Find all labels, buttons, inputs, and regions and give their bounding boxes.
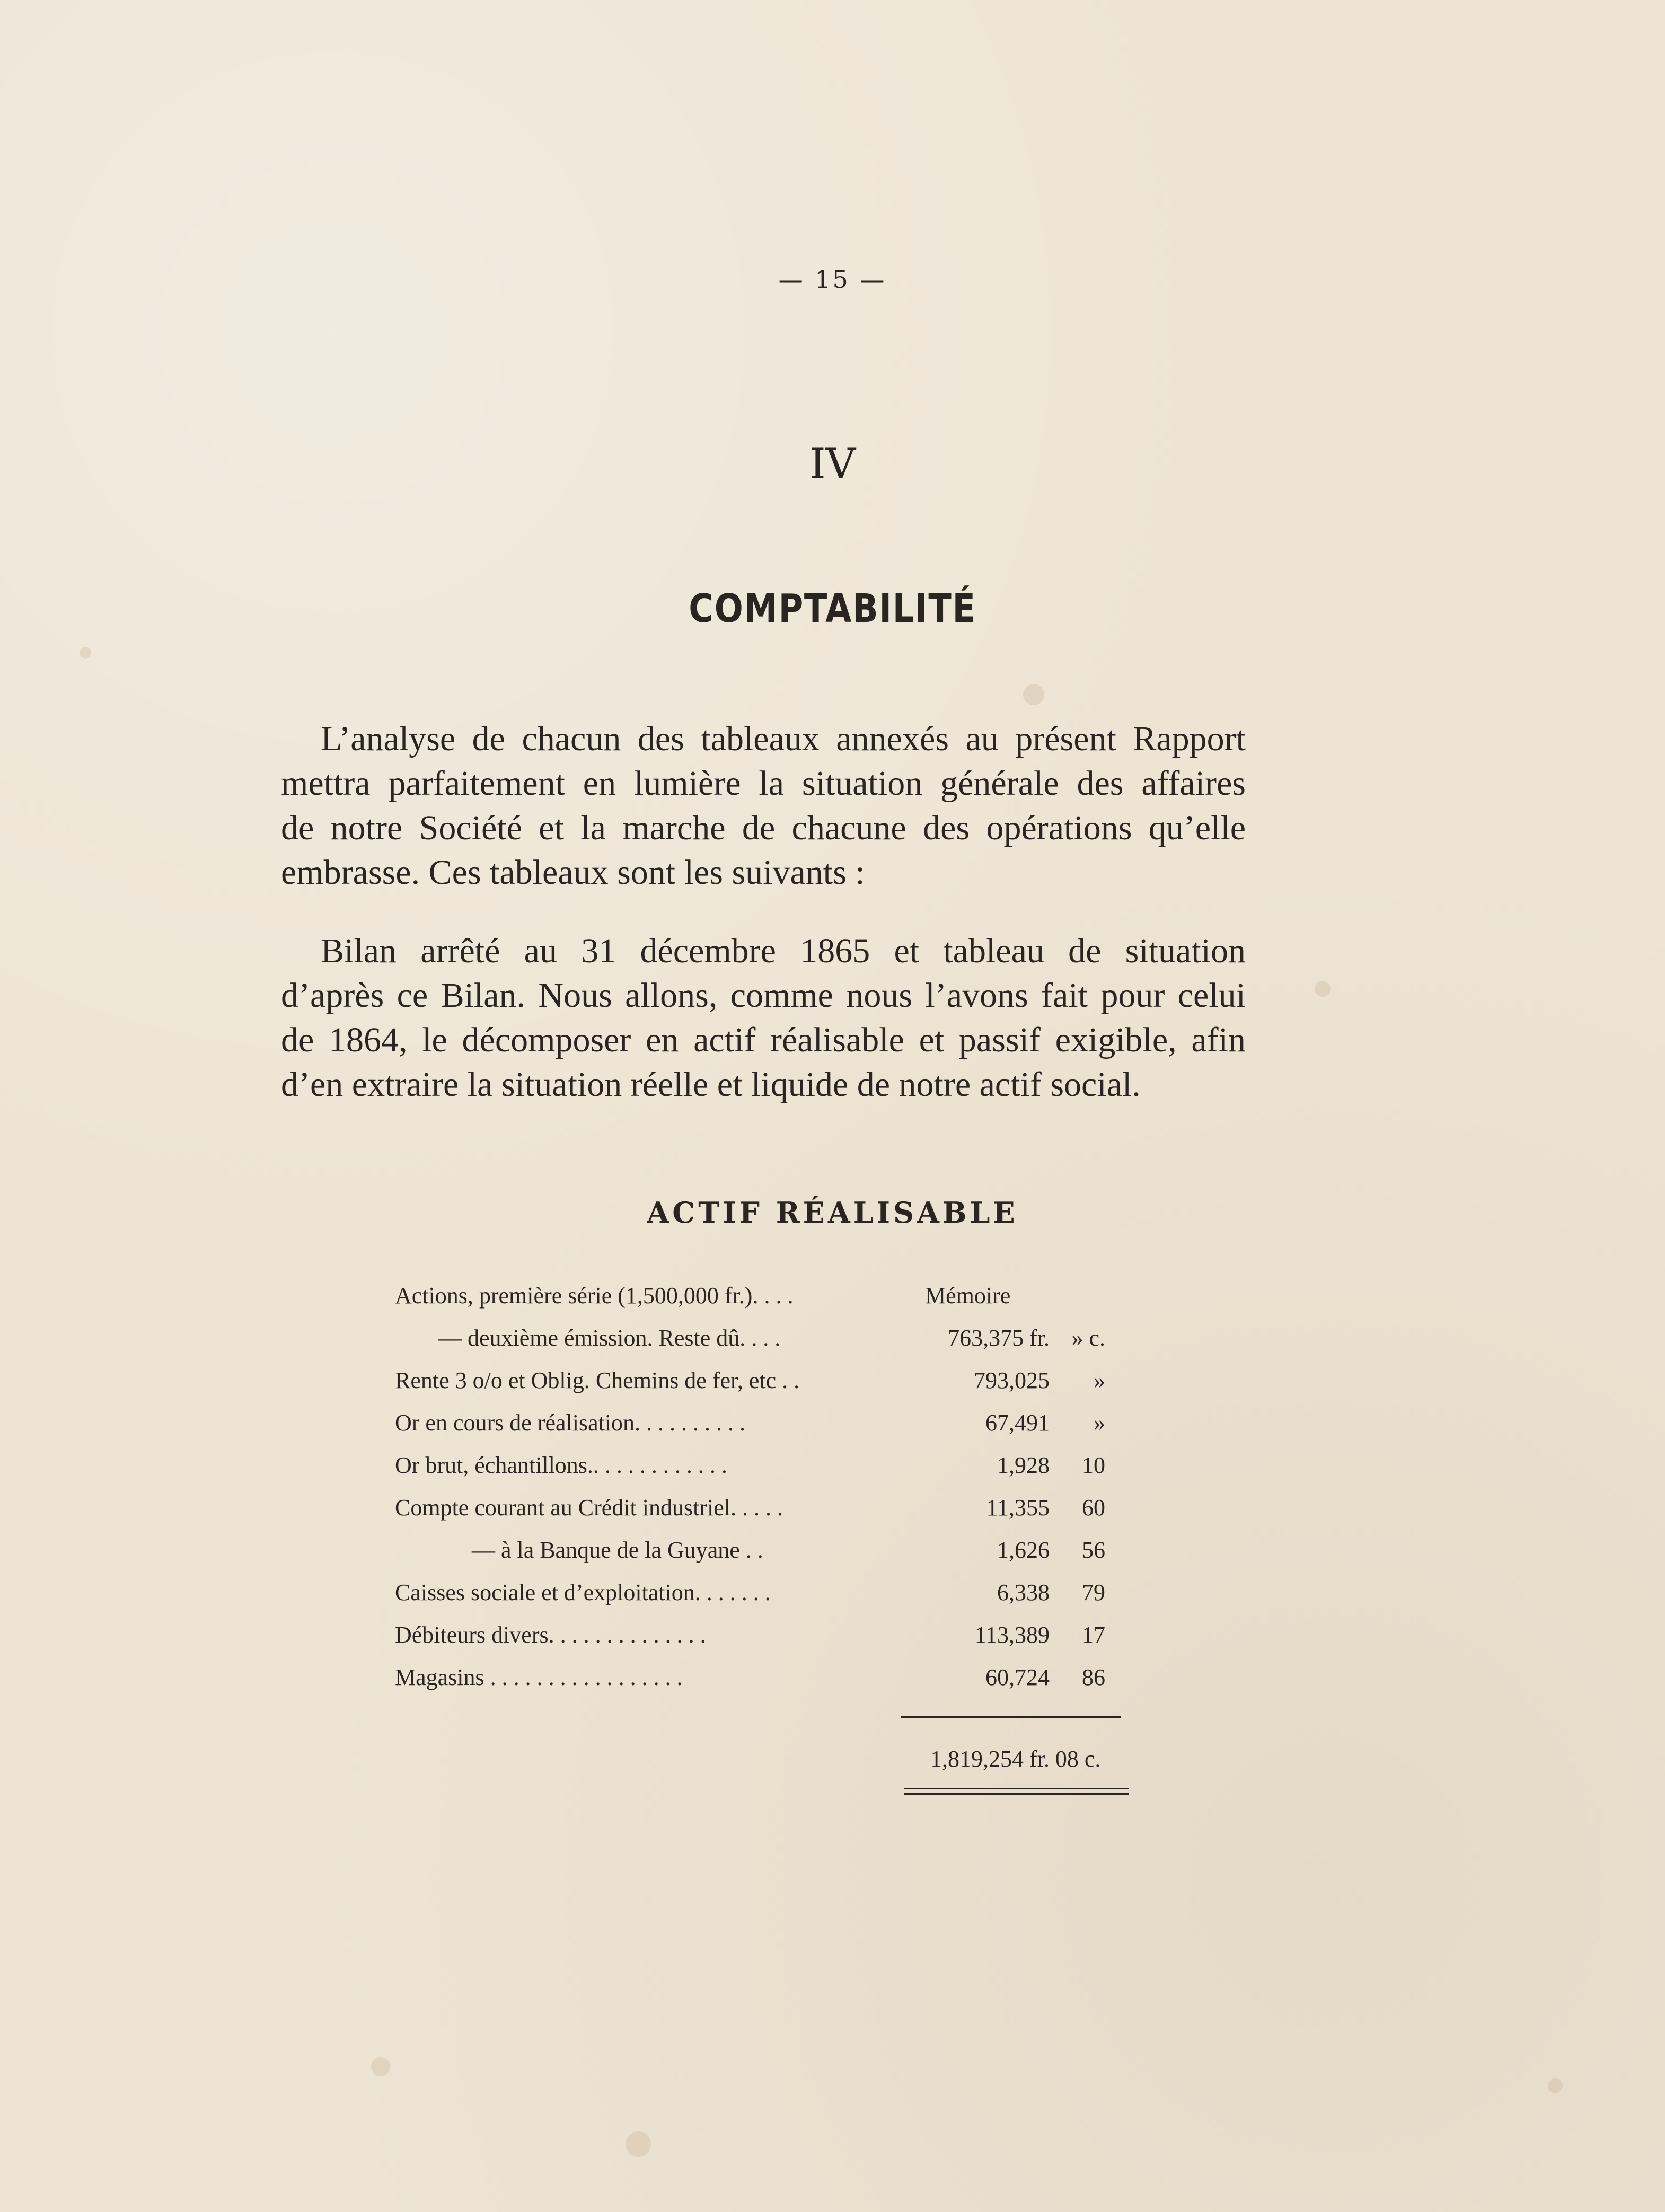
ledger-label: Magasins . . . . . . . . . . . . . . . . . (395, 1664, 683, 1690)
ledger-cents: 79 (1082, 1579, 1105, 1605)
paragraph-line: mettra parfaitement en lumière la situation générale des affaires (281, 764, 1246, 803)
paragraph-line: d’en extraire la situation réelle et liquide de notre actif social. (281, 1065, 1141, 1104)
paragraph-line: L’analyse de chacun des tableaux annexés au présent Rapport (321, 719, 1246, 758)
ledger-row (395, 1452, 1137, 1494)
ledger-label: Débiteurs divers. . . . . . . . . . . . . . (395, 1622, 706, 1648)
ledger-label: Compte courant au Crédit industriel. . . . . (395, 1495, 783, 1521)
ledger-cents: » (1094, 1410, 1105, 1436)
ledger-row (395, 1282, 1137, 1324)
paragraph-line: embrasse. Ces tableaux sont les suivants : (281, 853, 865, 892)
ledger-row (395, 1579, 1137, 1621)
foxing-spot (80, 647, 91, 659)
section-numeral: IV (809, 440, 856, 488)
foxing-spot (1315, 981, 1331, 997)
foxing-spot (626, 2131, 651, 2157)
ledger-row (395, 1494, 1137, 1537)
ledger-cents: » c. (1071, 1325, 1105, 1351)
ledger-label: Or brut, échantillons.. . . . . . . . . . . . (395, 1452, 727, 1478)
paragraph-bilan (281, 929, 1246, 1107)
ledger-amount: 11,355 (986, 1495, 1050, 1521)
ledger-row (395, 1409, 1137, 1452)
ledger-amount: 113,389 (974, 1622, 1050, 1648)
ledger-cents: » (1094, 1367, 1105, 1393)
ledger-total: 1,819,254 fr. 08 c. (930, 1746, 1101, 1772)
ledger-amount: 793,025 (974, 1367, 1050, 1393)
ledger-row (395, 1537, 1137, 1579)
ledger-amount: 67,491 (985, 1410, 1050, 1436)
foxing-spot (1023, 684, 1044, 705)
ledger-label (395, 1537, 904, 1564)
ledger-label: Or en cours de réalisation. . . . . . . . . . (395, 1410, 746, 1436)
ledger-amount: 1,928 (997, 1452, 1050, 1478)
table-title: ACTIF RÉALISABLE (647, 1196, 1018, 1230)
paragraph-intro (281, 717, 1246, 895)
foxing-spot (1548, 2078, 1563, 2093)
ledger-row (395, 1664, 1137, 1706)
ledger-amount: Mémoire (925, 1283, 1011, 1309)
paragraph-line: d’après ce Bilan. Nous allons, comme nous l’avons fait pour celui (281, 976, 1246, 1015)
section-title: COMPTABILITÉ (689, 586, 976, 631)
ledger-row (395, 1367, 1137, 1409)
ledger-cents: 60 (1082, 1495, 1105, 1521)
ledger-amount: 1,626 (997, 1537, 1050, 1563)
total-double-rule (904, 1788, 1129, 1795)
paragraph-line: de 1864, le décomposer en actif réalisable et passif exigible, afin (281, 1021, 1246, 1059)
ledger-amount: 763,375 fr. (948, 1325, 1050, 1351)
foxing-spot (371, 2057, 390, 2076)
ledger-amount: 60,724 (985, 1664, 1050, 1690)
ledger-label-text: — deuxième émission. Reste dû. . . . (438, 1325, 781, 1351)
ledger-table (395, 1282, 1137, 1706)
sum-rule (901, 1716, 1121, 1718)
ledger-label-text: — à la Banque de la Guyane . . (472, 1537, 763, 1563)
paragraph-line: Bilan arrêté au 31 décembre 1865 et tableau de situation (321, 932, 1246, 970)
ledger-row (395, 1324, 1137, 1367)
ledger-label: Rente 3 o/o et Oblig. Chemins de fer, etc . . (395, 1367, 800, 1393)
ledger-label: Actions, première série (1,500,000 fr.). . . . (395, 1283, 794, 1309)
ledger-row (395, 1621, 1137, 1664)
ledger-cents: 86 (1082, 1664, 1105, 1690)
ledger-cents: 10 (1082, 1452, 1105, 1478)
ledger-cents: 17 (1082, 1622, 1105, 1648)
ledger-cents: 56 (1082, 1537, 1105, 1563)
ledger-label (395, 1324, 904, 1351)
page-number: — 15 — (778, 265, 887, 294)
ledger-amount: 6,338 (997, 1579, 1050, 1605)
ledger-label: Caisses sociale et d’exploitation. . . . . . . (395, 1579, 771, 1605)
paragraph-line: de notre Société et la marche de chacune des opérations qu’elle (281, 809, 1246, 847)
